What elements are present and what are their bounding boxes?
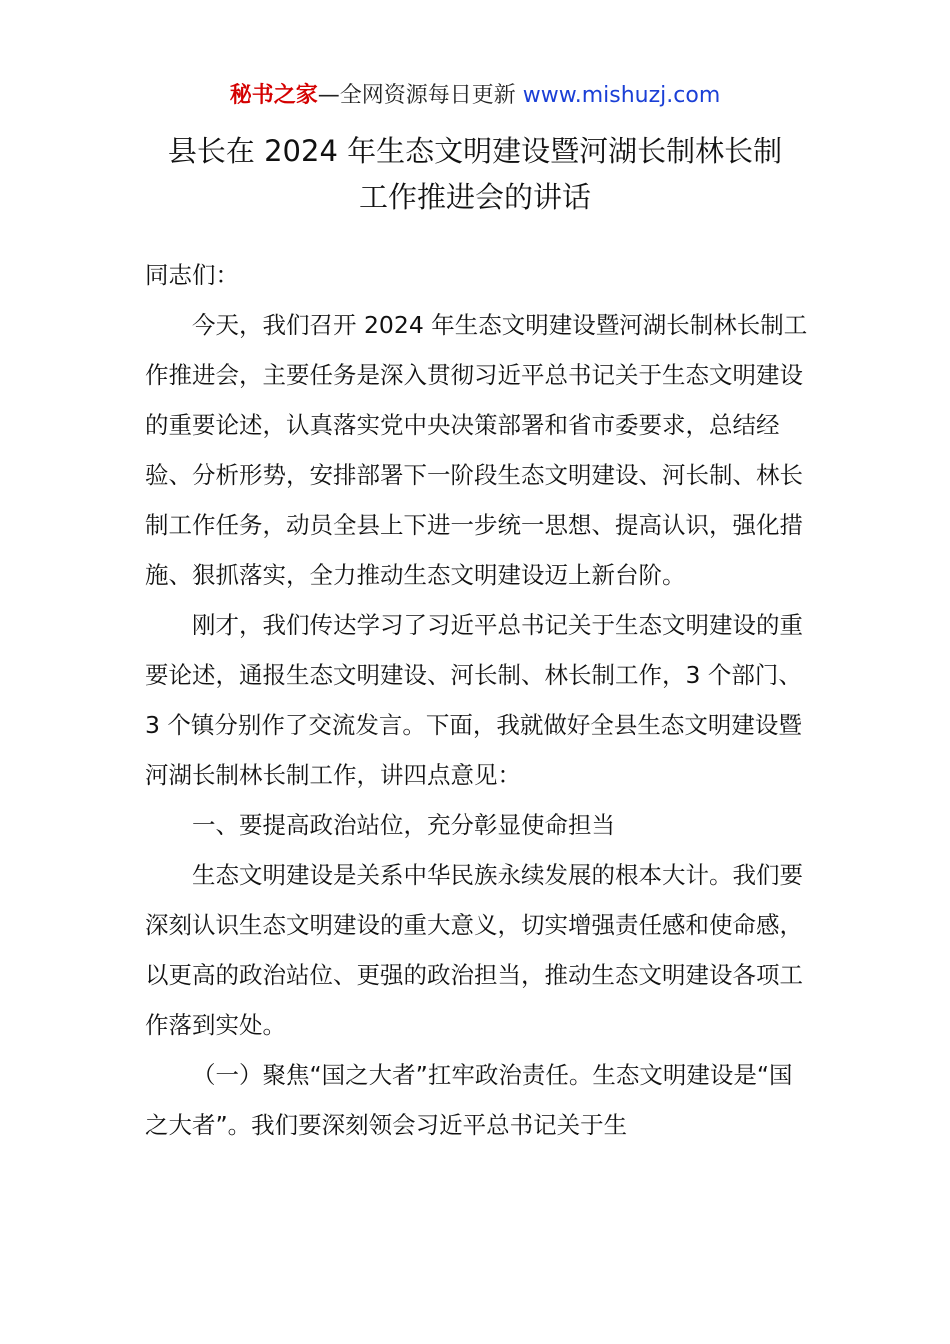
document-title bbox=[120, 128, 830, 220]
section-heading-1: 一、要提高政治站位，充分彰显使命担当 bbox=[192, 811, 615, 839]
site-url[interactable]: www.mishuzj.com bbox=[522, 83, 721, 108]
paragraph-3: 生态文明建设是关系中华民族永续发展的根本大计。我们要深刻认识生态文明建设的重大意义，切实增强责任感和使命感，以更高的政治站位、更强的政治担当，推动生态文明建设各项工作落到实处。 bbox=[145, 861, 803, 1039]
title-line-2: 工作推进会的讲话 bbox=[358, 180, 591, 214]
site-header bbox=[0, 80, 950, 112]
paragraph-2: 刚才，我们传达学习了习近平总书记关于生态文明建设的重要论述，通报生态文明建设、河长制、林长制工作，3 个部门、3 个镇分别作了交流发言。下面，我就做好全县生态文明建设暨河湖长制林长制工作，讲四点意见： bbox=[145, 611, 803, 789]
title-line-1: 县长在 2024 年生态文明建设暨河湖长制林长制 bbox=[167, 134, 783, 168]
salutation: 同志们： bbox=[145, 261, 239, 289]
paragraph-1: 今天，我们召开 2024 年生态文明建设暨河湖长制林长制工作推进会，主要任务是深入贯彻习近平总书记关于生态文明建设的重要论述，认真落实党中央决策部署和省市委要求，总结经验、分析形势，安排部署下一阶段生态文明建设、河长制、林长制工作任务，动员全县上下进一步统一思想、提高认识，强化措施、狠抓落实，全力推动生态文明建设迈上新台阶。 bbox=[145, 311, 808, 589]
paragraph-4: （一）聚焦“国之大者”扛牢政治责任。生态文明建设是“国之大者”。我们要深刻领会习近平总书记关于生 bbox=[145, 1061, 793, 1139]
brand-name: 秘书之家 bbox=[229, 83, 318, 108]
header-tagline: —全网资源每日更新 bbox=[317, 83, 523, 108]
document-body bbox=[145, 250, 810, 1150]
